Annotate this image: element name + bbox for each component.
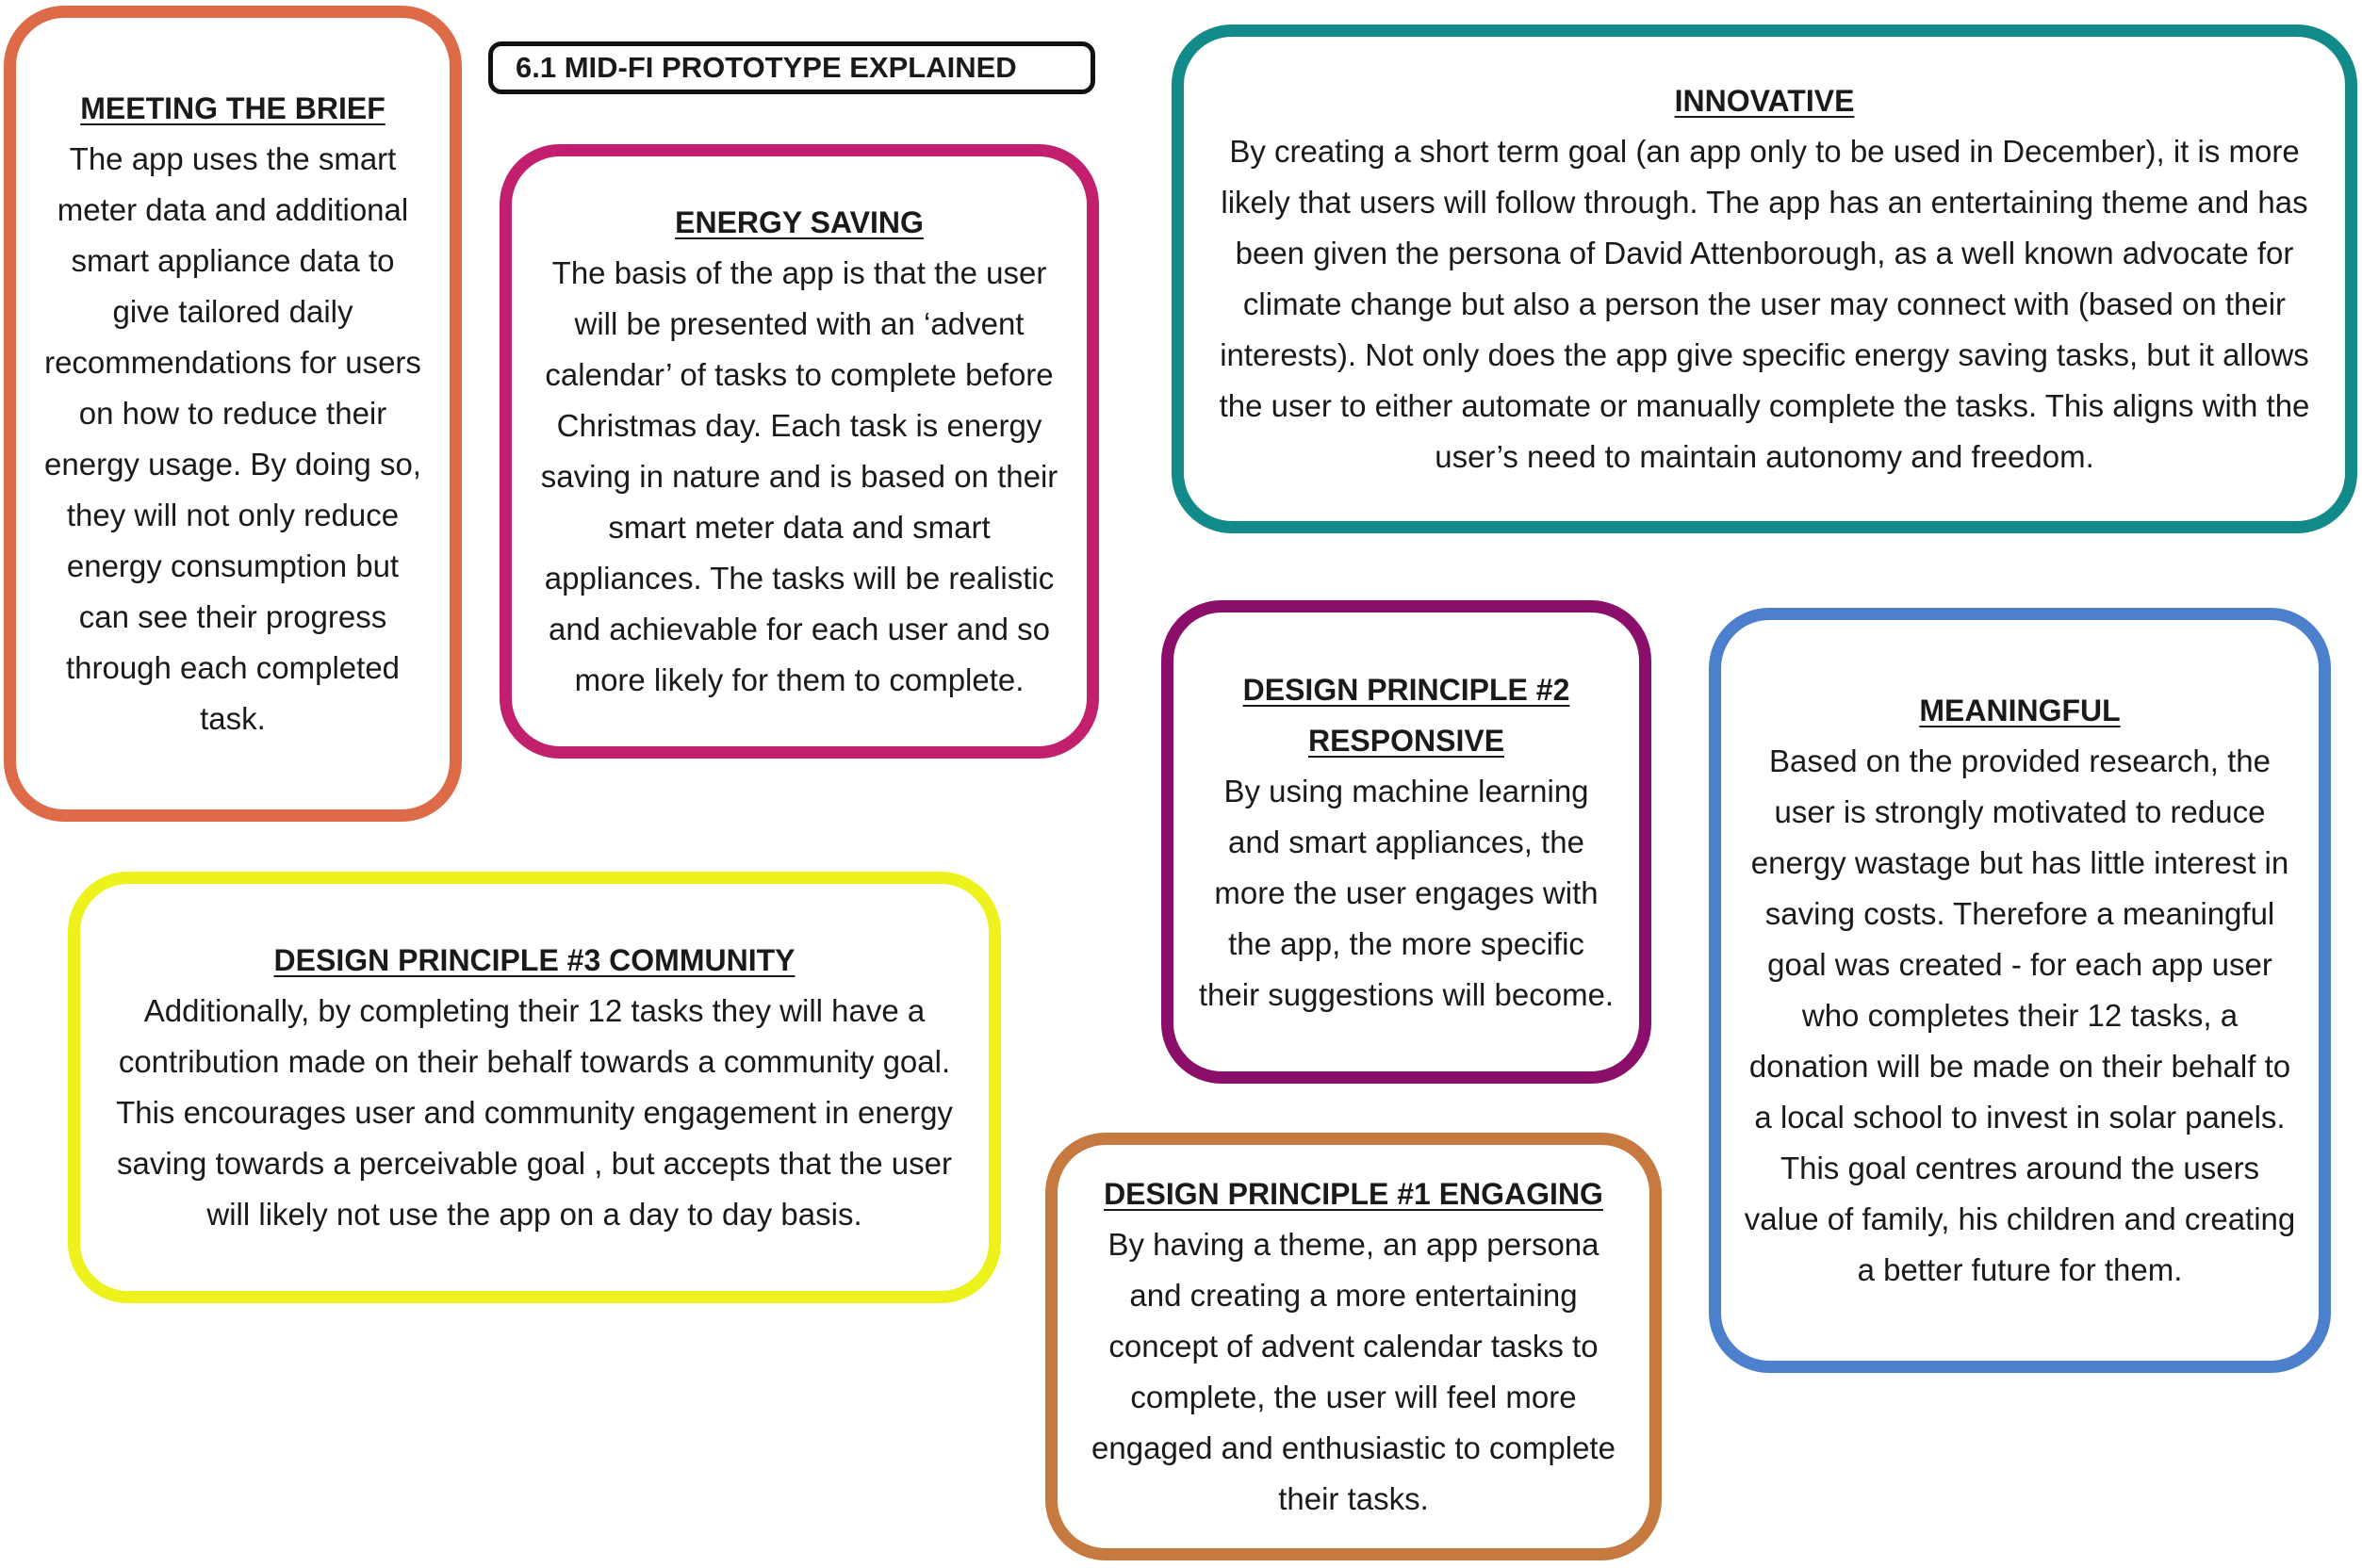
card-title: ENERGY SAVING [675, 205, 924, 239]
card-title: DESIGN PRINCIPLE #1 ENGAGING [1104, 1177, 1603, 1211]
card-title: DESIGN PRINCIPLE #3 COMMUNITY [273, 943, 796, 977]
card-meaningful [1709, 608, 2331, 1373]
card-meeting-the-brief [4, 6, 462, 822]
card-energy-saving [500, 144, 1099, 759]
card-community [68, 872, 1001, 1303]
card-body: Based on the provided research, the user is strongly motivated to reduce energy wastage but has little interest in saving costs. Therefore a meaningful goal was created - for each app user who completes their 12 tasks, a donation will be made on their behalf to a local school to invest in solar panels. This goal centres around the users value of family, his children and creating a better future for them. [1744, 743, 2296, 1287]
card-body: By using machine learning and smart appliances, the more the user engages with the app, the more specific their suggestions will become. [1198, 773, 1615, 1012]
card-body: By creating a short term goal (an app only to be used in December), it is more likely that users will follow through. The app has an entertaining theme and has been given the persona of David Attenborough, as a well known advocate for climate change but also a person the user may connect with (based on their interests). Not only does the app give specific energy saving tasks, but it allows the user to either automate or manually complete the tasks. This aligns with the user’s need to maintain autonomy and freedom. [1219, 134, 2310, 474]
card-responsive [1161, 600, 1651, 1084]
card-title-line1: DESIGN PRINCIPLE #2 [1242, 672, 1570, 707]
page-title-box [488, 41, 1095, 94]
card-engaging [1045, 1133, 1662, 1560]
card-body: The app uses the smart meter data and additional smart appliance data to give tailored daily recommendations for users on how to reduce their energy usage. By doing so, they will not only reduce energy consumption but can see their progress through each completed task. [44, 141, 421, 736]
card-title: MEANINGFUL [1919, 694, 2121, 727]
card-body: By having a theme, an app persona and creating a more entertaining concept of advent calendar tasks to complete, the user will feel more engaged and enthusiastic to complete their tasks. [1091, 1227, 1616, 1516]
card-innovative [1172, 24, 2357, 533]
card-title: MEETING THE BRIEF [80, 91, 385, 125]
card-title-line2: RESPONSIVE [1307, 723, 1505, 758]
card-title: INNOVATIVE [1674, 84, 1855, 118]
page-title: 6.1 MID-FI PROTOTYPE EXPLAINED [516, 51, 1017, 84]
card-body: The basis of the app is that the user will be presented with an ‘advent calendar’ of tasks to complete before Christmas day. Each task is energy saving in nature and is based on their smart meter data and smart appliances. The tasks will be realistic and achievable for each user and so more likely for them to complete. [540, 255, 1058, 697]
card-body: Additionally, by completing their 12 tasks they will have a contribution made on their behalf towards a community goal. This encourages user and community engagement in energy saving towards a perceivable goal , but accepts that the user will likely not use the app on a day to day basis. [116, 993, 953, 1232]
